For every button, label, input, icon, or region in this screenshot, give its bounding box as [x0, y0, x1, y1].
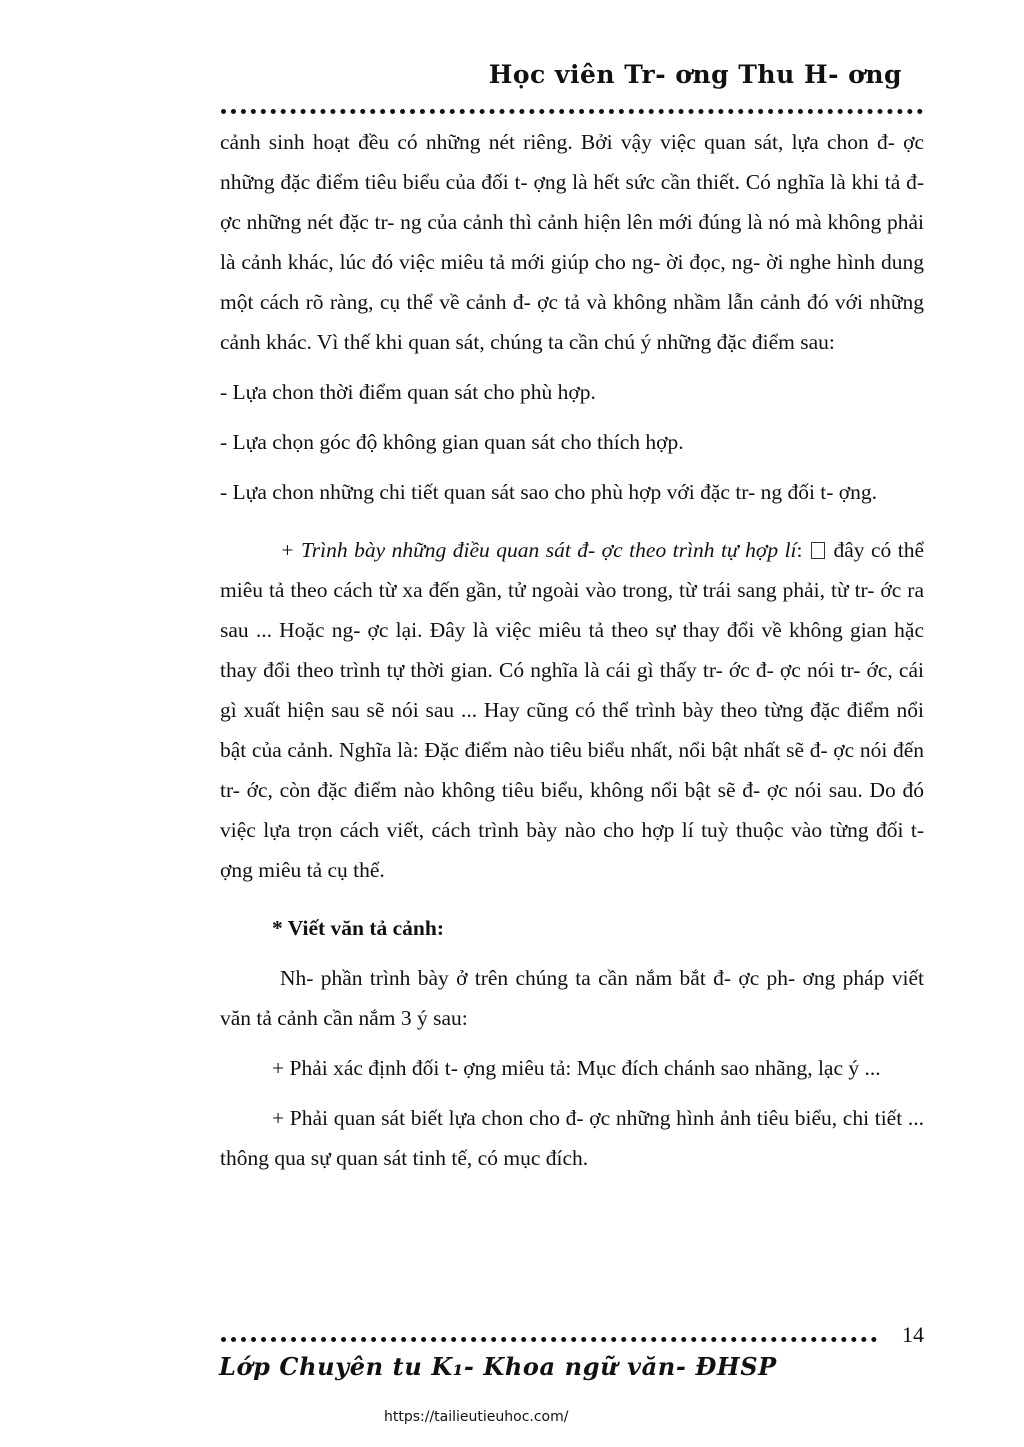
page-number: 14 [902, 1322, 924, 1347]
missing-glyph-box-icon [811, 542, 825, 559]
source-url: https://tailieutieuhoc.com/ [384, 1409, 569, 1425]
paragraph: + Phải quan sát biết lựa chon cho đ- ợc những hình ảnh tiêu biểu, chi tiết ... thông qua sự quan sát tinh tế, có mục đích. [220, 1106, 924, 1170]
paragraph: Nh- phần trình bày ở trên chúng ta cần nắm bắt đ- ợc ph- ơng pháp viết văn tả cảnh cần nắm 3 ý sau: [220, 966, 924, 1030]
footer-dotted-rule [221, 1337, 877, 1342]
italic-lead: + Trình bày những điều quan sát đ- ợc theo trình tự hợp lí [280, 538, 797, 562]
paragraph: + Phải xác định đối t- ợng miêu tả: Mục đích chánh sao nhãng, lạc ý ... [272, 1056, 881, 1080]
section-heading: * Viết văn tả cảnh: [272, 916, 444, 940]
paragraph-text: đây có thể miêu tả theo cách từ xa đến gần, tử ngoài vào trong, từ trái sang phải, từ tr- ớc ra sau ... Hoặc ng- ợc lại. Đây là việc miêu tả theo sự thay đổi về không gian hặc thay đổi theo trình tự thời gian. Có nghĩa là cái gì thấy tr- ớc đ- ợc nói tr- ớc, cái gì xuất hiện sau sẽ nói sau ... Hay cũng có thể trình bày theo từng đặc điểm nổi bật của cảnh. Nghĩa là: Đặc điểm nào tiêu biểu nhất, nổi bật nhất sẽ đ- ợc nói đến tr- ớc, còn đặc điểm nào không tiêu biểu, không nổi bật sẽ đ- ợc nói sau. Do đó việc lựa trọn cách viết, cách trình bày nào cho hợp lí tuỳ thuộc vào từng đối t- ợng miêu tả cụ thể. [220, 538, 924, 882]
colon: : [796, 538, 809, 562]
header-title: Học viên Tr- ơng Thu H- ơng [488, 60, 902, 89]
header-dotted-rule [221, 109, 923, 114]
paragraph [220, 530, 924, 890]
footer-title: Lớp Chuyên tu K₁- Khoa ngữ văn- ĐHSP [219, 1352, 777, 1381]
page-body [220, 122, 924, 1178]
list-item: - Lựa chon thời điểm quan sát cho phù hợp. [220, 380, 596, 404]
paragraph: cảnh sinh hoạt đều có những nét riêng. Bởi vậy việc quan sát, lựa chon đ- ợc những đặc điểm tiêu biểu của đối t- ợng là hết sức cần thiết. Có nghĩa là khi tả đ- ợc những nét đặc tr- ng của cảnh thì cảnh hiện lên mới đúng là nó mà không phải là cảnh khác, lúc đó việc miêu tả mới giúp cho ng- ời đọc, ng- ời nghe hình dung một cách rõ ràng, cụ thể về cảnh đ- ợc tả và không nhầm lẫn cảnh đó với những cảnh khác. Vì thế khi quan sát, chúng ta cần chú ý những đặc điểm sau: [220, 130, 924, 354]
list-item: - Lựa chon những chi tiết quan sát sao cho phù hợp với đặc tr- ng đối t- ợng. [220, 480, 878, 504]
list-item: - Lựa chọn góc độ không gian quan sát cho thích hợp. [220, 430, 684, 454]
